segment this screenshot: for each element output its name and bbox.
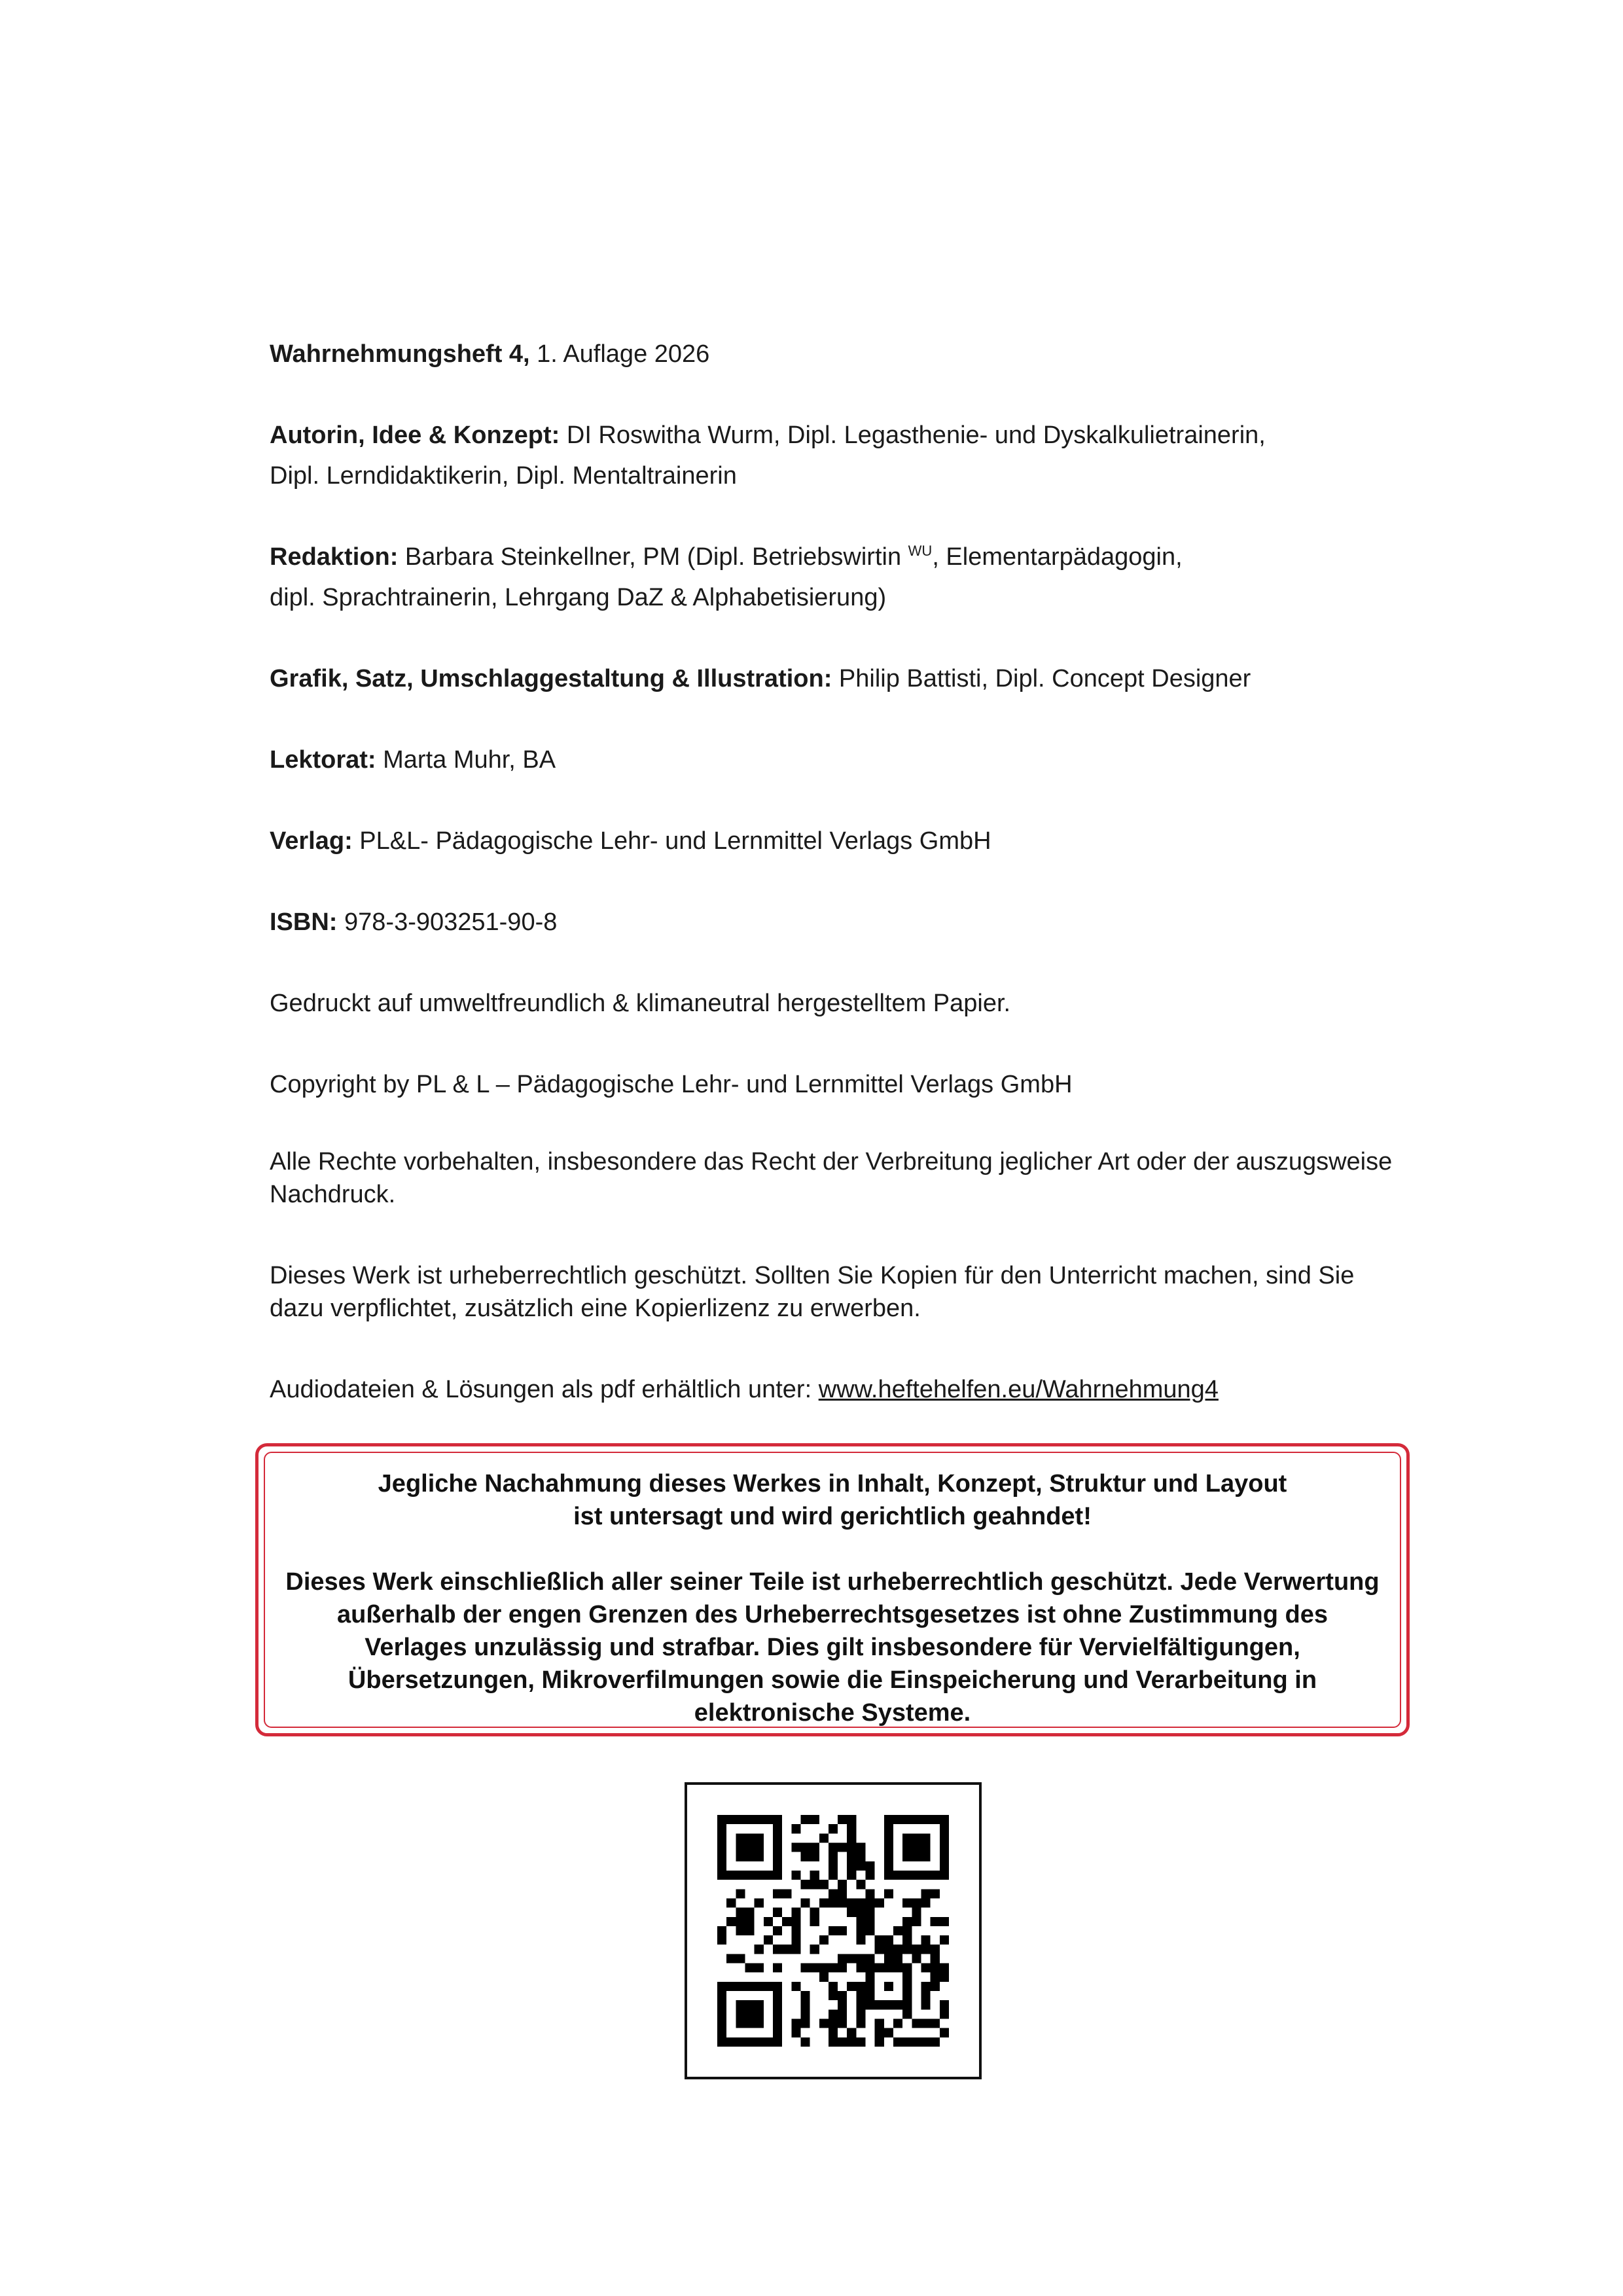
isbn-label: ISBN: <box>270 908 338 936</box>
proofreading-label: Lektorat: <box>270 746 376 774</box>
isbn-text: 978-3-903251-90-8 <box>337 908 558 936</box>
audio-text: Audiodateien & Lösungen als pdf erhältlich unter: <box>270 1376 819 1403</box>
qr-code-frame[interactable] <box>685 1782 982 2079</box>
imprint-audio <box>270 1369 1408 1410</box>
proofreading-text: Marta Muhr, BA <box>376 746 556 774</box>
imprint-editor <box>270 537 1408 618</box>
imprint-graphics <box>270 658 1408 699</box>
notice-line1: Jegliche Nachahmung dieses Werkes in Inhalt, Konzept, Struktur und Layout ist untersagt und wird gerichtlich geahndet! <box>378 1470 1287 1530</box>
editor-line2: dipl. Sprachtrainerin, Lehrgang DaZ & Alphabetisierung) <box>270 584 887 611</box>
author-label: Autorin, Idee & Konzept: <box>270 422 560 449</box>
imprint <box>270 334 1408 1410</box>
author-line1: DI Roswitha Wurm, Dipl. Legasthenie- und Dyskalkulietrainerin, <box>560 422 1266 449</box>
editor-label: Redaktion: <box>270 543 399 571</box>
imprint-protected: Dieses Werk ist urheberrechtlich geschützt. Sollten Sie Kopien für den Unterricht machen, sind Sie dazu verpflichtet, zusätzlich eine Kopierlizenz zu erwerben. <box>270 1262 1355 1322</box>
editor-line1a: Barbara Steinkellner, PM (Dipl. Betriebswirtin <box>398 543 908 571</box>
author-line2: Dipl. Lerndidaktikerin, Dipl. Mentaltrainerin <box>270 462 737 490</box>
imprint-title <box>270 334 1408 374</box>
imprint-printed: Gedruckt auf umweltfreundlich & klimaneutral hergestelltem Papier. <box>270 990 1011 1017</box>
notice-line2: Dieses Werk einschließlich aller seiner Teile ist urheberrechtlich geschützt. Jede Verwertung außerhalb der engen Grenzen des Urheberrechtsgesetzes ist ohne Zustimmung des Verlages unzulässig und strafbar. Dies gilt insbesondere für Vervielfältigungen, Übersetzungen, Mikroverfilmungen sowie die Einspeicherung und Verarbeitung in elektronische Systeme. <box>285 1568 1380 1727</box>
imprint-isbn <box>270 902 1408 942</box>
editor-sup: WU <box>908 543 933 559</box>
publisher-label: Verlag: <box>270 827 353 855</box>
editor-line1b: , Elementarpädagogin, <box>932 543 1183 571</box>
audio-link[interactable]: www.heftehelfen.eu/Wahrnehmung4 <box>818 1376 1219 1403</box>
qr-code-icon <box>717 1815 949 2047</box>
imprint-rights: Alle Rechte vorbehalten, insbesondere das Recht der Verbreitung jeglicher Art oder der auszugsweise Nachdruck. <box>270 1148 1393 1208</box>
imprint-copyright: Copyright by PL & L – Pädagogische Lehr- und Lernmittel Verlags GmbH <box>270 1071 1073 1098</box>
title-text: 1. Auflage 2026 <box>529 340 710 368</box>
title-label: Wahrnehmungsheft 4, <box>270 340 530 368</box>
imprint-author <box>270 415 1408 496</box>
imprint-publisher <box>270 821 1408 861</box>
imprint-proofreading <box>270 740 1408 780</box>
copyright-notice-inner <box>264 1452 1401 1728</box>
copyright-notice-box <box>255 1443 1410 1736</box>
graphics-label: Grafik, Satz, Umschlaggestaltung & Illustration: <box>270 665 832 692</box>
graphics-text: Philip Battisti, Dipl. Concept Designer <box>832 665 1251 692</box>
publisher-text: PL&L- Pädagogische Lehr- und Lernmittel Verlags GmbH <box>352 827 991 855</box>
